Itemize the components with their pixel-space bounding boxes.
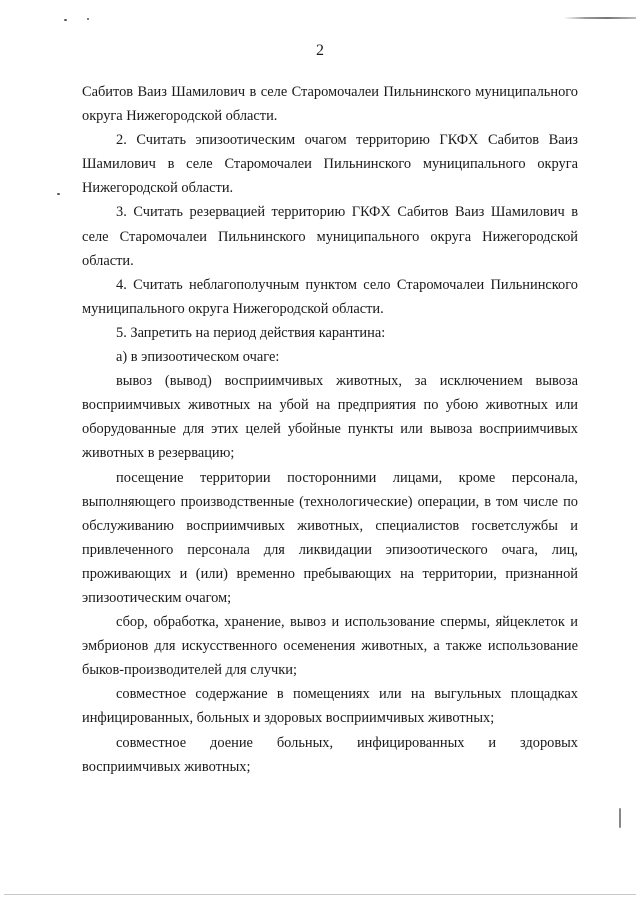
paragraph-prohibition-semen: сбор, обработка, хранение, вывоз и использование спермы, яйцеклеток и эмбрионов для искусственного осеменения животных, а также использование быков-производителей для случки; bbox=[82, 614, 578, 679]
paragraph-prohibition-housing: совместное содержание в помещениях или на выгульных площадках инфицированных, больных и здоровых восприимчивых животных; bbox=[82, 686, 578, 727]
scan-speck bbox=[87, 18, 89, 20]
paragraph-subitem-a: а) в эпизоотическом очаге: bbox=[116, 349, 280, 366]
paragraph-prohibition-milking: совместное доение больных, инфицированных и здоровых восприимчивых животных; bbox=[82, 734, 578, 775]
paragraph-item-5: 5. Запретить на период действия карантина: bbox=[116, 324, 386, 341]
document-body bbox=[82, 80, 578, 779]
paragraph-item-3: 3. Считать резервацией территорию ГКФХ Сабитов Ваиз Шамилович в селе Старомочалеи Пильнинского муниципального округа Нижегородской области. bbox=[82, 204, 578, 269]
paragraph-prohibition-export: вывоз (вывод) восприимчивых животных, за исключением вывоза восприимчивых животных на убой на предприятия по убою животных или оборудованные для этих целей убойные пункты или вывоза восприимчивых животных в резервацию; bbox=[82, 373, 578, 462]
paragraph-prohibition-visits: посещение территории посторонними лицами, кроме персонала, выполняющего производственные (технологические) операции, в том числе по обслуживанию восприимчивых животных, специалистов госветслужбы и привлеченного персонала для ликвидации эпизоотического очага, лиц, проживающих и (или) временно пребывающих на территории, признанной эпизоотическим очагом; bbox=[82, 469, 578, 606]
paragraph-item-2: 2. Считать эпизоотическим очагом территорию ГКФХ Сабитов Ваиз Шамилович в селе Старомочалеи Пильнинского муниципального округа Нижегородской области. bbox=[82, 132, 578, 197]
scan-speck bbox=[57, 193, 60, 195]
paragraph-continuation: Сабитов Ваиз Шамилович в селе Старомочалеи Пильнинского муниципального округа Нижегородской области. bbox=[82, 84, 578, 125]
page-number: 2 bbox=[316, 42, 324, 59]
scan-speck bbox=[64, 19, 67, 21]
scan-noise-top-right bbox=[564, 17, 636, 19]
paragraph-item-4: 4. Считать неблагополучным пунктом село Старомочалеи Пильнинского муниципального округа Нижегородской области. bbox=[82, 276, 578, 317]
scan-speck bbox=[619, 808, 621, 828]
scan-bottom-edge bbox=[4, 894, 636, 895]
